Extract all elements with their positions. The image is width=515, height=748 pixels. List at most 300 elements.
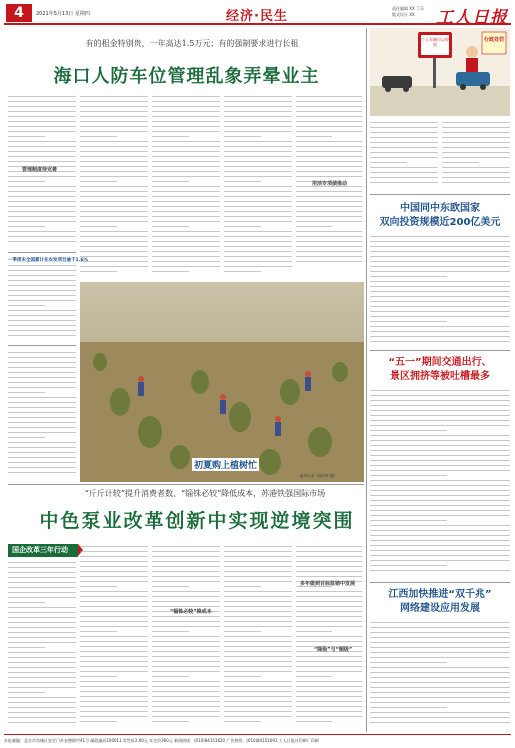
text-line [370, 132, 438, 133]
text-line [224, 656, 292, 657]
text-line [152, 561, 220, 562]
text-line [296, 156, 362, 157]
story1-subhead-2: 用活专项债推动 [312, 181, 348, 187]
text-line [224, 261, 292, 262]
text-line [152, 606, 220, 607]
text-line [370, 281, 510, 282]
text-line [370, 632, 510, 633]
text-line [152, 706, 220, 707]
text-line [8, 617, 76, 618]
text-line [370, 316, 510, 317]
text-line [8, 201, 76, 202]
right-headline-3-line-2: 网络建设应用发展 [400, 603, 480, 614]
rule [370, 194, 510, 195]
text-line [80, 121, 148, 122]
text-line [80, 581, 148, 582]
text-line [296, 161, 362, 162]
text-line [80, 681, 148, 682]
text-line [370, 560, 510, 561]
text-line [224, 721, 261, 722]
text-line [370, 435, 510, 436]
text-line [224, 691, 292, 692]
text-line [152, 626, 220, 627]
right-headline-2-line-2: 景区拥挤等被吐槽最多 [390, 371, 490, 382]
story1-subhead-1: 管理制度待完善 [22, 167, 58, 173]
text-line [8, 335, 76, 336]
story2-subhead-3: “降级”与“铜级” [314, 647, 353, 653]
text-line [80, 636, 148, 637]
text-line [8, 397, 76, 398]
cartoon-sign-text: 个人车辆可以停放 [421, 37, 449, 47]
text-line [296, 546, 362, 547]
text-line [8, 722, 76, 723]
text-line [370, 505, 510, 506]
text-line [8, 161, 76, 162]
text-line [370, 697, 510, 698]
text-line [80, 551, 148, 552]
text-line [8, 305, 45, 306]
tree-planting-image [80, 282, 364, 482]
text-line [152, 166, 220, 167]
text-line [8, 320, 76, 321]
text-line [296, 191, 362, 192]
text-line [224, 556, 292, 557]
text-line [296, 226, 332, 227]
text-line [224, 121, 292, 122]
text-line [296, 136, 332, 137]
text-line [152, 681, 220, 682]
text-line [442, 127, 510, 128]
text-line [370, 430, 447, 431]
text-line [442, 142, 510, 143]
text-line [224, 631, 261, 632]
text-line [224, 191, 292, 192]
text-line [224, 711, 292, 712]
text-line [370, 550, 510, 551]
text-line [370, 637, 510, 638]
text-line [8, 392, 45, 393]
text-line [152, 621, 220, 622]
text-line [370, 525, 510, 526]
text-line [296, 626, 362, 627]
text-line [224, 661, 292, 662]
text-line [296, 241, 362, 242]
text-line [296, 131, 362, 132]
text-line [370, 157, 438, 158]
text-line [296, 116, 362, 117]
text-line [224, 161, 292, 162]
text-line [152, 551, 220, 552]
text-line [370, 251, 510, 252]
text-line [370, 291, 510, 292]
text-line [224, 176, 292, 177]
text-line [224, 586, 261, 587]
story2-kicker: “斤斤计较”提升消费者数、“锱铢必较”降低成本，苏港铁强国际市场 [84, 489, 326, 498]
text-line [8, 382, 76, 383]
text-line [152, 171, 220, 172]
text-line [8, 432, 76, 433]
text-line [8, 265, 76, 266]
text-line [224, 681, 292, 682]
story1-column-3 [152, 96, 220, 276]
text-line [370, 520, 447, 521]
text-line [370, 341, 510, 342]
text-line [296, 551, 362, 552]
text-line [370, 296, 510, 297]
page-footer: 社址邮编：北京市东城区安定门外安德路甲41号 邮政编码100011 零售价2.00元 年定价360元 新闻热线：(010)84151620 广告热线：(010)84151691 工人日报社印刷厂印刷 [4, 734, 511, 746]
text-line [296, 671, 362, 672]
text-line [370, 465, 510, 466]
text-line [296, 636, 362, 637]
text-line [442, 122, 510, 123]
text-line [370, 530, 510, 531]
text-line [8, 131, 76, 132]
text-line [370, 445, 510, 446]
text-line [296, 231, 362, 232]
text-line [80, 591, 148, 592]
text-line [80, 646, 148, 647]
text-line [370, 172, 438, 173]
text-line [152, 661, 220, 662]
text-line [8, 447, 76, 448]
text-line [370, 662, 447, 663]
text-line [152, 226, 189, 227]
text-line [8, 632, 76, 633]
story1-column-1 [8, 96, 76, 250]
text-line [8, 176, 76, 177]
text-line [296, 206, 362, 207]
text-line [8, 315, 76, 316]
text-line [152, 586, 189, 587]
text-line [8, 622, 76, 623]
text-line [370, 500, 510, 501]
text-line [152, 136, 189, 137]
text-line [370, 535, 510, 536]
text-line [370, 405, 510, 406]
text-line [8, 151, 76, 152]
text-line [296, 151, 362, 152]
text-line [152, 721, 189, 722]
text-line [80, 721, 117, 722]
text-line [8, 402, 76, 403]
text-line [8, 121, 76, 122]
text-line [296, 706, 362, 707]
text-line [224, 571, 292, 572]
text-line [224, 566, 292, 567]
text-line [152, 106, 220, 107]
text-line [8, 295, 76, 296]
text-line [370, 177, 438, 178]
text-line [296, 176, 362, 177]
text-line [8, 467, 76, 468]
text-line [224, 671, 292, 672]
text-line [8, 642, 76, 643]
text-line [80, 201, 148, 202]
text-line [224, 616, 292, 617]
text-line [224, 226, 261, 227]
right-article-2-body [370, 390, 510, 578]
text-line [8, 367, 76, 368]
text-line [370, 647, 510, 648]
text-line [8, 96, 76, 97]
text-line [296, 251, 362, 252]
rule [8, 252, 76, 253]
text-line [224, 156, 292, 157]
brief-body-2 [8, 352, 76, 477]
text-line [370, 331, 510, 332]
text-line [370, 326, 510, 327]
text-line [80, 586, 117, 587]
text-line [152, 591, 220, 592]
text-line [370, 682, 510, 683]
text-line [442, 182, 510, 183]
text-line [152, 96, 220, 97]
text-line [80, 136, 117, 137]
text-line [80, 206, 148, 207]
text-line [370, 266, 510, 267]
story1-column-2 [80, 96, 148, 276]
text-line [224, 686, 292, 687]
text-line [80, 556, 148, 557]
text-line [80, 241, 148, 242]
text-line [370, 271, 510, 272]
text-line [370, 515, 510, 516]
text-line [296, 126, 362, 127]
text-line [8, 637, 76, 638]
text-line [80, 686, 148, 687]
cartoon-caption: 行政处罚 [483, 37, 504, 43]
text-line [8, 587, 76, 588]
text-line [152, 206, 220, 207]
text-line [8, 181, 45, 182]
text-line [80, 621, 148, 622]
text-line [80, 611, 148, 612]
text-line [8, 577, 76, 578]
text-line [8, 677, 76, 678]
text-line [80, 616, 148, 617]
story1-headline: 海口人防车位管理乱象弄晕业主 [53, 66, 320, 87]
text-line [80, 106, 148, 107]
right-column-top-left [370, 122, 438, 190]
text-line [370, 276, 447, 277]
text-line [296, 596, 362, 597]
text-line [296, 721, 332, 722]
text-line [8, 457, 76, 458]
text-line [152, 596, 220, 597]
text-line [224, 621, 292, 622]
text-line [224, 606, 292, 607]
text-line [370, 306, 510, 307]
text-line [370, 162, 407, 163]
text-line [296, 666, 362, 667]
text-line [296, 166, 362, 167]
text-line [8, 562, 76, 563]
text-line [370, 475, 447, 476]
text-line [80, 626, 148, 627]
right-article-1-body [370, 236, 510, 346]
text-line [8, 231, 76, 232]
text-line [152, 231, 220, 232]
text-line [8, 221, 76, 222]
text-line [152, 176, 220, 177]
text-line [80, 601, 148, 602]
text-line [80, 141, 148, 142]
text-line [152, 186, 220, 187]
text-line [8, 687, 76, 688]
brief-headline: 一季度末全国累计在农发项目逾千1.6% [8, 258, 88, 263]
text-line [370, 672, 510, 673]
text-line [152, 116, 220, 117]
text-line [152, 251, 220, 252]
text-line [8, 211, 76, 212]
text-line [152, 131, 220, 132]
text-line [224, 166, 292, 167]
text-line [80, 576, 148, 577]
text-line [152, 571, 220, 572]
text-line [224, 236, 292, 237]
newspaper-logo: 工人日报 [436, 8, 508, 28]
reform-banner-text: 国企改革三年行动 [12, 546, 68, 554]
text-line [224, 101, 292, 102]
text-line [152, 216, 220, 217]
text-line [370, 545, 510, 546]
text-line [152, 256, 220, 257]
text-line [80, 246, 148, 247]
text-line [224, 591, 292, 592]
text-line [296, 656, 362, 657]
text-line [370, 555, 510, 556]
right-article-3-body [370, 622, 510, 730]
photo-caption [228, 486, 362, 487]
text-line [80, 186, 148, 187]
text-line [8, 407, 76, 408]
page-number: 4 [6, 4, 32, 22]
rule [8, 484, 364, 485]
text-line [296, 101, 362, 102]
text-line [80, 666, 148, 667]
text-line [80, 176, 148, 177]
text-line [370, 390, 510, 391]
text-line [152, 191, 220, 192]
text-line [224, 551, 292, 552]
text-line [8, 607, 76, 608]
text-line [370, 336, 510, 337]
page-header [4, 3, 511, 28]
text-line [296, 141, 362, 142]
text-line [152, 631, 189, 632]
text-line [296, 106, 362, 107]
text-line [370, 152, 438, 153]
text-line [8, 702, 76, 703]
text-line [8, 330, 76, 331]
text-line [80, 566, 148, 567]
text-line [224, 146, 292, 147]
text-line [370, 256, 510, 257]
text-line [152, 161, 220, 162]
text-line [224, 231, 292, 232]
text-line [152, 241, 220, 242]
text-line [224, 251, 292, 252]
text-line [152, 566, 220, 567]
text-line [80, 101, 148, 102]
text-line [224, 561, 292, 562]
text-line [152, 266, 220, 267]
text-line [152, 211, 220, 212]
text-line [8, 191, 76, 192]
photo-credit: 新华社发（杨学军 摄） [300, 474, 338, 478]
column-divider [366, 28, 367, 732]
text-line [80, 216, 148, 217]
text-line [8, 652, 76, 653]
text-line [80, 716, 148, 717]
text-line [296, 216, 362, 217]
text-line [152, 716, 220, 717]
text-line [224, 271, 261, 272]
text-line [224, 241, 292, 242]
text-line [442, 172, 510, 173]
text-line [296, 661, 362, 662]
text-line [370, 142, 438, 143]
text-line [224, 696, 292, 697]
text-line [80, 711, 148, 712]
text-line [8, 627, 76, 628]
text-line [224, 96, 292, 97]
text-line [370, 236, 510, 237]
text-line [152, 636, 220, 637]
text-line [8, 592, 76, 593]
text-line [370, 510, 510, 511]
text-line [80, 631, 117, 632]
text-line [370, 540, 510, 541]
text-line [296, 201, 362, 202]
text-line [224, 701, 292, 702]
text-line [152, 126, 220, 127]
text-line [80, 651, 148, 652]
text-line [80, 196, 148, 197]
text-line [224, 626, 292, 627]
text-line [80, 546, 148, 547]
text-line [8, 697, 76, 698]
text-line [370, 565, 447, 566]
text-line [152, 271, 189, 272]
text-line [8, 387, 76, 388]
text-line [370, 460, 510, 461]
text-line [370, 182, 438, 183]
text-line [296, 96, 362, 97]
text-line [80, 211, 148, 212]
text-line [370, 400, 510, 401]
story2-column-2 [80, 546, 148, 730]
text-line [80, 266, 148, 267]
text-line [296, 261, 362, 262]
text-line [152, 576, 220, 577]
text-line [442, 137, 510, 138]
text-line [8, 325, 76, 326]
text-line [152, 196, 220, 197]
text-line [152, 581, 220, 582]
story2-column-5 [296, 546, 362, 730]
story2-column-3 [152, 546, 220, 730]
text-line [8, 442, 76, 443]
text-line [152, 556, 220, 557]
text-line [296, 211, 362, 212]
text-line [296, 171, 362, 172]
text-line [8, 602, 45, 603]
text-line [152, 711, 220, 712]
text-line [80, 96, 148, 97]
text-line [224, 666, 292, 667]
text-line [152, 201, 220, 202]
